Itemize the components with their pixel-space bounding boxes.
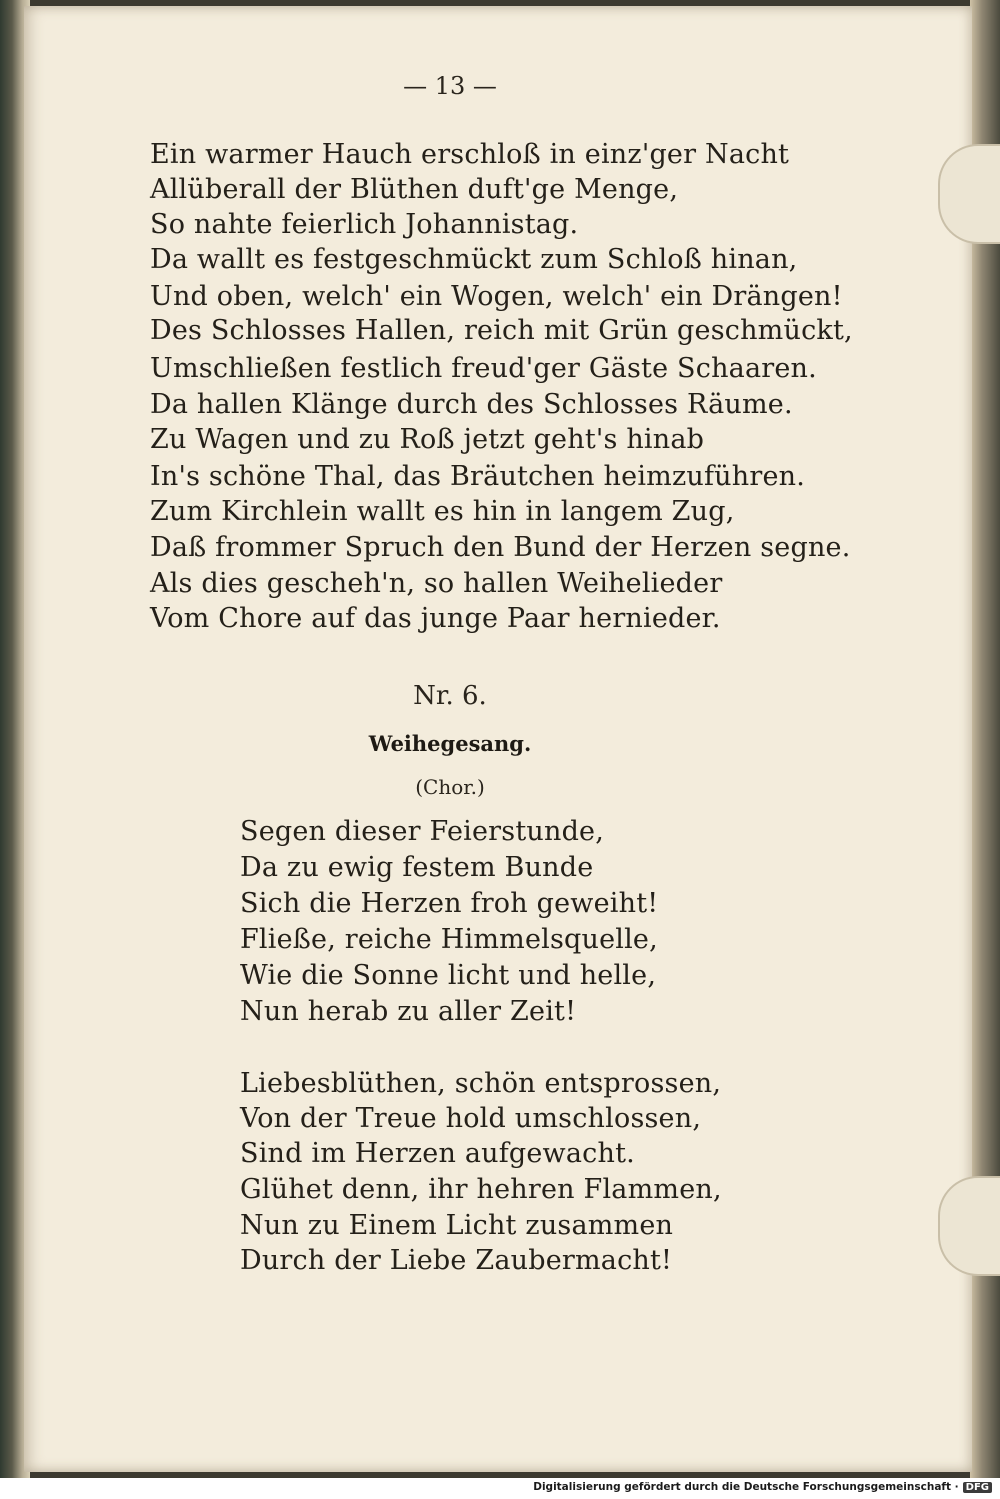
- credit-text: Digitalisierung gefördert durch die Deutsche Forschungsgemeinschaft ·: [533, 1481, 959, 1493]
- stanza-line: Fließe, reiche Himmelsquelle,: [240, 924, 658, 955]
- stanza-line: Da zu ewig festem Bunde: [240, 852, 594, 883]
- poem-line: Zum Kirchlein wallt es hin in langem Zug,: [150, 496, 735, 527]
- page-number: — 13 —: [403, 72, 497, 100]
- poem-line: Daß frommer Spruch den Bund der Herzen segne.: [150, 532, 851, 563]
- stanza-line: Wie die Sonne licht und helle,: [240, 960, 657, 991]
- page-tab-bottom: [938, 1176, 1000, 1276]
- poem-line: In's schöne Thal, das Bräutchen heimzuführen.: [150, 461, 805, 492]
- poem-line: Als dies gescheh'n, so hallen Weihelieder: [150, 568, 723, 599]
- poem-line: Da hallen Klänge durch des Schlosses Räume.: [150, 389, 793, 420]
- stanza-line: Nun herab zu aller Zeit!: [240, 996, 577, 1027]
- poem-line: Da wallt es festgeschmückt zum Schloß hinan,: [150, 244, 798, 275]
- stanza-line: Sind im Herzen aufgewacht.: [240, 1138, 635, 1169]
- poem-line: Allüberall der Blüthen duft'ge Menge,: [150, 174, 679, 205]
- dfg-logo: DFG: [963, 1482, 992, 1493]
- poem-line: Vom Chore auf das junge Paar hernieder.: [150, 603, 721, 634]
- section-number: Nr. 6.: [413, 681, 487, 711]
- section-title: Weihegesang.: [368, 731, 532, 756]
- poem-line: Zu Wagen und zu Roß jetzt geht's hinab: [150, 424, 705, 455]
- digitization-credit: [533, 1481, 992, 1497]
- stanza-line: Liebesblüthen, schön entsprossen,: [240, 1068, 722, 1099]
- stanza-line: Von der Treue hold umschlossen,: [240, 1103, 702, 1134]
- poem-line: Umschließen festlich freud'ger Gäste Schaaren.: [150, 353, 817, 384]
- poem-line: Des Schlosses Hallen, reich mit Grün geschmückt,: [150, 315, 853, 346]
- stanza-line: Nun zu Einem Licht zusammen: [240, 1210, 674, 1241]
- page-tab-top: [938, 144, 1000, 244]
- stanza-line: Glühet denn, ihr hehren Flammen,: [240, 1174, 722, 1205]
- poem-line: Und oben, welch' ein Wogen, welch' ein Drängen!: [150, 281, 843, 312]
- poem-line: Ein warmer Hauch erschloß in einz'ger Nacht: [150, 139, 790, 170]
- stanza-line: Sich die Herzen froh geweiht!: [240, 888, 659, 919]
- stanza-line: Durch der Liebe Zaubermacht!: [240, 1245, 673, 1276]
- poem-line: So nahte feierlich Johannistag.: [150, 209, 579, 240]
- section-subtitle: (Chor.): [415, 775, 485, 799]
- stanza-line: Segen dieser Feierstunde,: [240, 816, 605, 847]
